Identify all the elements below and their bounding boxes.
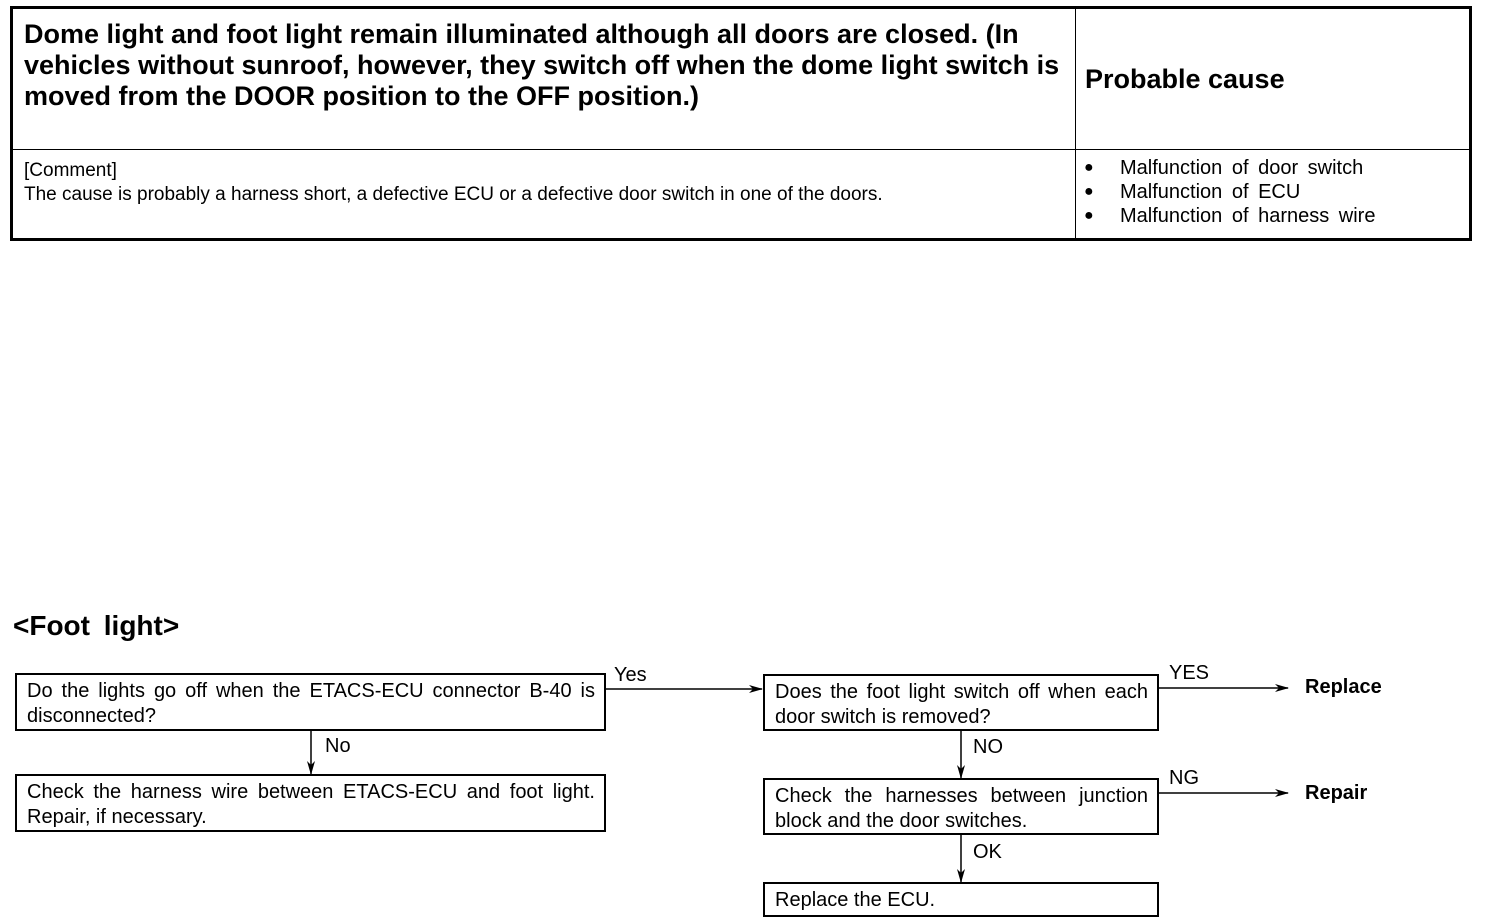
symptom-cell (13, 9, 1076, 150)
replace-ecu-text: Replace the ECU. (775, 889, 936, 911)
repair-result: Repair (1305, 782, 1368, 804)
check-harness-text: Check the harness wire between ETACS-ECU and foot light. Repair, if necessary. (27, 781, 595, 828)
cause-text: Malfunction of harness wire (1120, 205, 1376, 227)
bullet-icon: ● (1084, 207, 1094, 224)
replace-result: Replace (1305, 676, 1382, 698)
bullet-icon: ● (1084, 183, 1094, 200)
comment-text: The cause is probably a harness short, a defective ECU or a defective door switch in one of the doors. (24, 184, 883, 205)
list-item (1084, 204, 1469, 228)
q1-box (15, 673, 606, 731)
section-heading: <Foot light> (13, 610, 180, 641)
list-item (1084, 180, 1469, 204)
q3-box (763, 778, 1159, 835)
probable-cause-header-cell (1076, 9, 1469, 150)
symptom-title: Dome light and foot light remain illuminated although all doors are closed. (In vehicles without sunroof, however, they switch off when the dome light switch is moved from the DOOR position to the OFF position.) (24, 19, 1060, 111)
q3-ng-label: NG (1169, 767, 1199, 789)
q2-box (763, 674, 1159, 731)
comment-label: [Comment] (24, 160, 117, 181)
q1-no-label: No (325, 735, 351, 757)
q2-text: Does the foot light switch off when each door switch is removed? (775, 681, 1148, 728)
list-item (1084, 156, 1469, 180)
comment-cell (13, 150, 1076, 238)
q1-yes-label: Yes (614, 664, 647, 686)
probable-cause-header: Probable cause (1085, 63, 1285, 94)
q3-text: Check the harnesses between junction block and the door switches. (775, 785, 1148, 832)
q2-yes-label: YES (1169, 662, 1210, 684)
check-harness-box (15, 774, 606, 832)
q2-no-label: NO (973, 736, 1003, 758)
q3-ok-label: OK (973, 841, 1002, 863)
cause-text: Malfunction of door switch (1120, 157, 1364, 179)
cause-text: Malfunction of ECU (1120, 181, 1301, 203)
symptom-table (10, 6, 1472, 241)
causes-cell (1076, 150, 1469, 238)
bullet-icon: ● (1084, 159, 1094, 176)
replace-ecu-box (763, 882, 1159, 917)
cause-list (1084, 156, 1469, 228)
q1-text: Do the lights go off when the ETACS-ECU connector B-40 is disconnected? (27, 680, 595, 727)
